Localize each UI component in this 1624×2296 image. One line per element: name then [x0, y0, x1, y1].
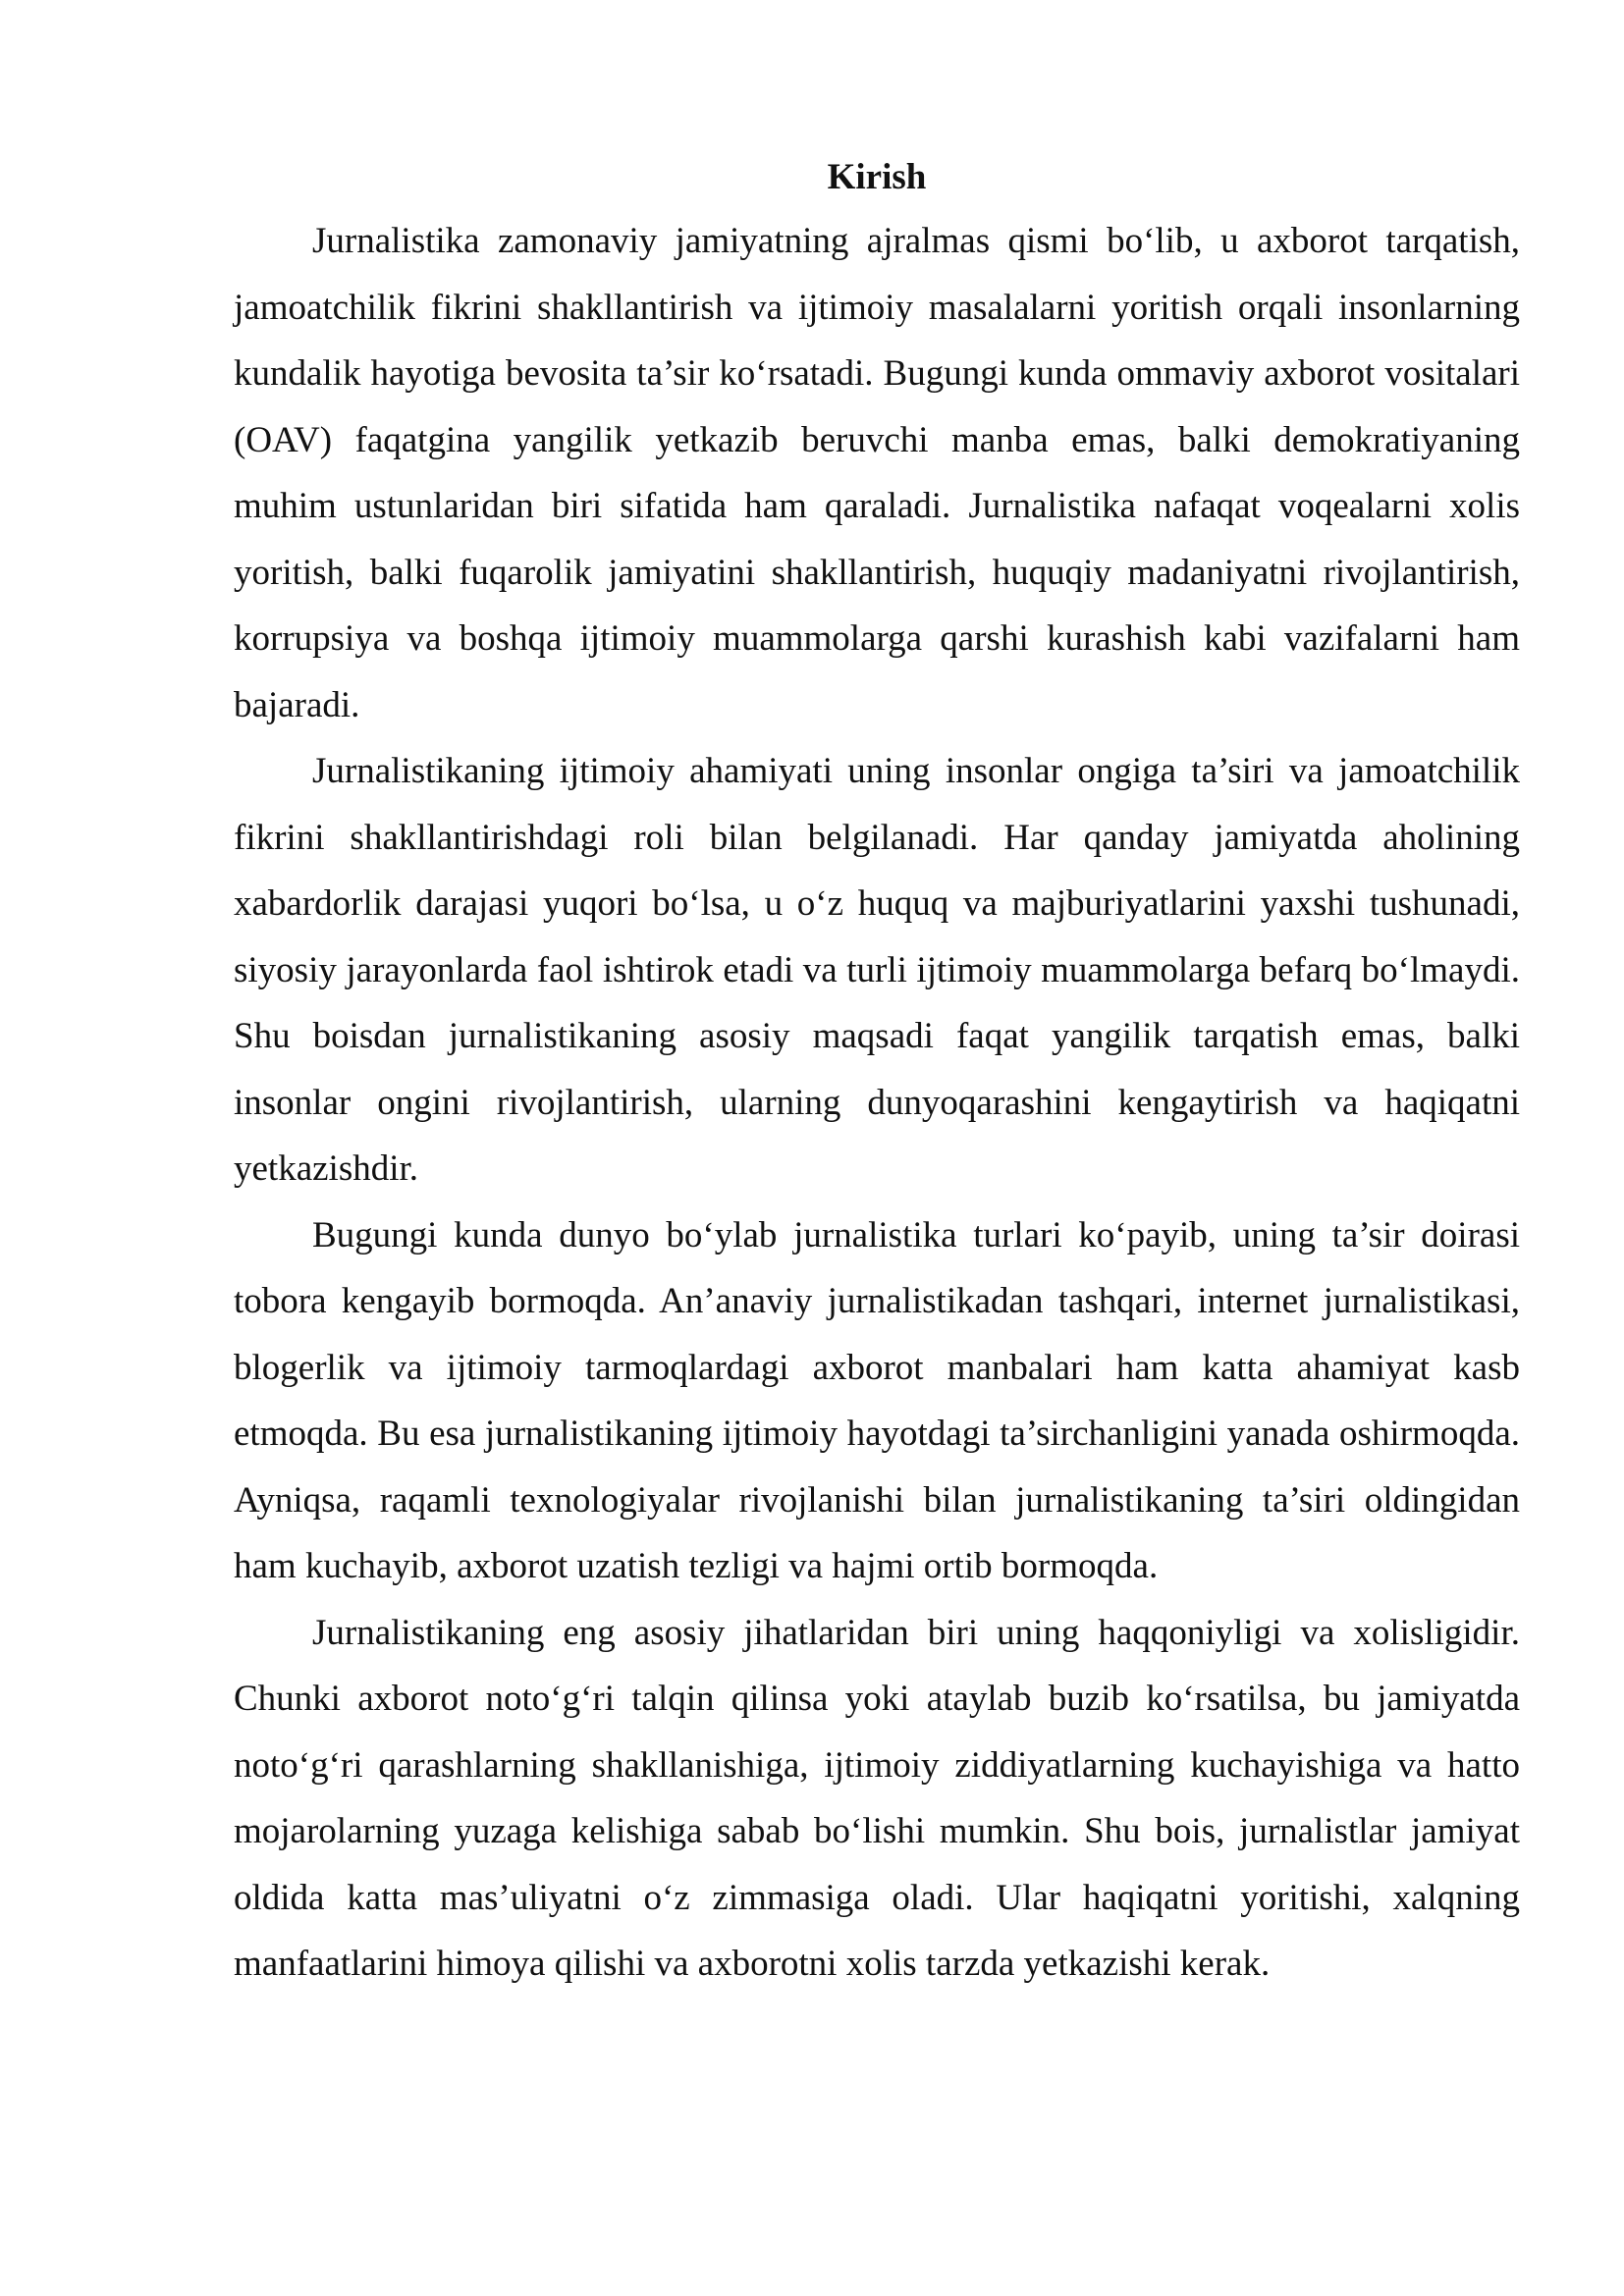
paragraph-2: Jurnalistikaning ijtimoiy ahamiyati uning insonlar ongiga ta’siri va jamoatchilik fikrini shakllantirishdagi roli bilan belgilanadi. Har qanday jamiyatda aholining xabardorlik darajasi yuqori bo‘lsa, u o‘z huquq va majburiyatlarini yaxshi tushunadi, siyosiy jarayonlarda faol ishtirok etadi va turli ijtimoiy muammolarga befarq bo‘lmaydi. Shu boisdan jurnalistikaning asosiy maqsadi faqat yangilik tarqatish emas, balki insonlar ongini rivojlantirish, ularning dunyoqarashini kengaytirish va haqiqatni yetkazishdir.	[234, 751, 1520, 1189]
paragraph-3: Bugungi kunda dunyo bo‘ylab jurnalistika turlari ko‘payib, uning ta’sir doirasi tobora kengayib bormoqda. An’anaviy jurnalistikadan tashqari, internet jurnalistikasi, blogerlik va ijtimoiy tarmoqlardagi axborot manbalari ham katta ahamiyat kasb etmoqda. Bu esa jurnalistikaning ijtimoiy hayotdagi ta’sirchanligini yanada oshirmoqda. Ayniqsa, raqamli texnologiyalar rivojlanishi bilan jurnalistikaning ta’siri oldingidan ham kuchayib, axborot uzatish tezligi va hajmi ortib bormoqda.	[234, 1214, 1520, 1586]
paragraph-4: Jurnalistikaning eng asosiy jihatlaridan biri uning haqqoniyligi va xolisligidir. Chunki axborot noto‘g‘ri talqin qilinsa yoki ataylab buzib ko‘rsatilsa, bu jamiyatda noto‘g‘ri qarashlarning shakllanishiga, ijtimoiy ziddiyatlarning kuchayishiga va hatto mojarolarning yuzaga kelishiga sabab bo‘lishi mumkin. Shu bois, jurnalistlar jamiyat oldida katta mas’uliyatni o‘z zimmasiga oladi. Ular haqiqatni yoritishi, xalqning manfaatlarini himoya qilishi va axborotni xolis tarzda yetkazishi kerak.	[234, 1612, 1520, 1984]
paragraph-1: Jurnalistika zamonaviy jamiyatning ajralmas qismi bo‘lib, u axborot tarqatish, jamoatchilik fikrini shakllantirish va ijtimoiy masalalarni yoritish orqali insonlarning kundalik hayotiga bevosita ta’sir ko‘rsatadi. Bugungi kunda ommaviy axborot vositalari (OAV) faqatgina yangilik yetkazib beruvchi manba emas, balki demokratiyaning muhim ustunlaridan biri sifatida ham qaraladi. Jurnalistika nafaqat voqealarni xolis yoritish, balki fuqarolik jamiyatini shakllantirish, huquqiy madaniyatni rivojlantirish, korrupsiya va boshqa ijtimoiy muammolarga qarshi kurashish kabi vazifalarni ham bajaradi.	[234, 221, 1520, 725]
page-title: Kirish	[827, 157, 927, 197]
document-body	[234, 147, 1520, 1998]
